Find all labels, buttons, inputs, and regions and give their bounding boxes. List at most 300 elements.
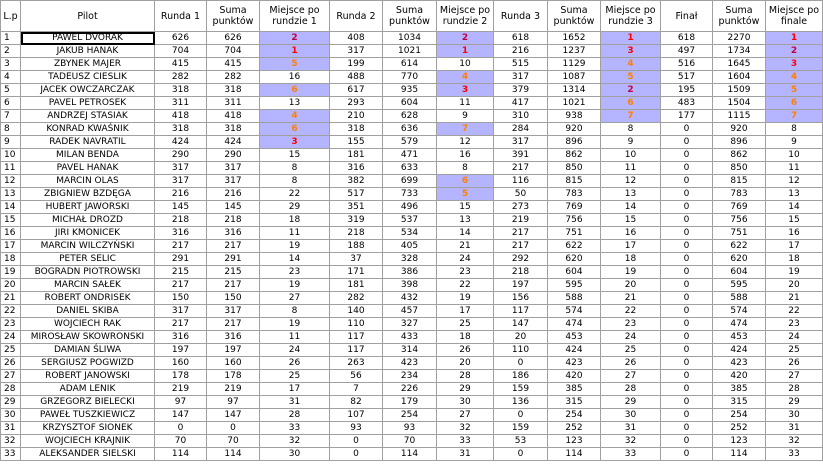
- table-cell[interactable]: 24: [601, 331, 661, 344]
- table-cell[interactable]: 618: [661, 32, 713, 45]
- table-cell[interactable]: 29: [260, 201, 330, 214]
- table-cell[interactable]: 0: [661, 253, 713, 266]
- table-cell[interactable]: 290: [155, 149, 207, 162]
- table-cell[interactable]: 604: [713, 266, 766, 279]
- table-cell[interactable]: 215: [207, 266, 260, 279]
- table-cell[interactable]: 11: [260, 227, 330, 240]
- table-cell[interactable]: 13: [437, 214, 494, 227]
- header-cell[interactable]: Miejsce po rundzie 1: [260, 1, 330, 32]
- table-cell[interactable]: 15: [260, 149, 330, 162]
- table-cell[interactable]: 22: [1, 305, 21, 318]
- table-cell[interactable]: 424: [207, 136, 260, 149]
- table-cell[interactable]: 7: [766, 110, 823, 123]
- table-cell[interactable]: 815: [713, 175, 766, 188]
- table-cell[interactable]: 620: [548, 253, 601, 266]
- table-cell[interactable]: 8: [260, 162, 330, 175]
- table-cell[interactable]: 252: [548, 422, 601, 435]
- table-cell[interactable]: 328: [383, 253, 437, 266]
- table-cell[interactable]: 2270: [713, 32, 766, 45]
- table-cell[interactable]: 7: [437, 123, 494, 136]
- table-cell[interactable]: 0: [661, 214, 713, 227]
- table-cell[interactable]: 6: [766, 97, 823, 110]
- table-cell[interactable]: 423: [713, 357, 766, 370]
- table-cell[interactable]: MARCIN OLAS: [21, 175, 155, 188]
- table-cell[interactable]: 217: [494, 162, 548, 175]
- table-cell[interactable]: 23: [1, 318, 21, 331]
- table-cell[interactable]: 0: [661, 305, 713, 318]
- table-cell[interactable]: 938: [548, 110, 601, 123]
- table-cell[interactable]: 0: [330, 448, 383, 461]
- table-cell[interactable]: 217: [155, 279, 207, 292]
- table-cell[interactable]: 70: [383, 435, 437, 448]
- table-cell[interactable]: 11: [260, 331, 330, 344]
- table-cell[interactable]: 24: [260, 344, 330, 357]
- header-cell[interactable]: Miejsce po finale: [766, 1, 823, 32]
- table-cell[interactable]: 0: [661, 279, 713, 292]
- table-cell[interactable]: 896: [713, 136, 766, 149]
- table-cell[interactable]: 457: [383, 305, 437, 318]
- table-cell[interactable]: 17: [601, 240, 661, 253]
- table-cell[interactable]: 0: [661, 201, 713, 214]
- table-cell[interactable]: 0: [661, 240, 713, 253]
- table-cell[interactable]: 3: [601, 45, 661, 58]
- table-cell[interactable]: 12: [1, 175, 21, 188]
- table-cell[interactable]: 291: [207, 253, 260, 266]
- table-cell[interactable]: 114: [548, 448, 601, 461]
- table-cell[interactable]: 579: [383, 136, 437, 149]
- table-cell[interactable]: 28: [260, 409, 330, 422]
- table-cell[interactable]: 316: [207, 227, 260, 240]
- table-cell[interactable]: 226: [383, 383, 437, 396]
- table-cell[interactable]: 0: [661, 266, 713, 279]
- table-cell[interactable]: KONRAD KWAŚNIK: [21, 123, 155, 136]
- table-cell[interactable]: 316: [155, 227, 207, 240]
- table-cell[interactable]: 22: [437, 279, 494, 292]
- table-cell[interactable]: 20: [437, 357, 494, 370]
- table-cell[interactable]: 181: [330, 279, 383, 292]
- table-cell[interactable]: 181: [330, 149, 383, 162]
- table-cell[interactable]: 385: [548, 383, 601, 396]
- table-cell[interactable]: 18: [437, 331, 494, 344]
- table-cell[interactable]: 4: [437, 71, 494, 84]
- table-cell[interactable]: 33: [766, 448, 823, 461]
- table-cell[interactable]: 28: [1, 383, 21, 396]
- table-cell[interactable]: 515: [494, 58, 548, 71]
- table-cell[interactable]: 150: [207, 292, 260, 305]
- table-cell[interactable]: MARCIN WILCZYŃSKI: [21, 240, 155, 253]
- table-cell[interactable]: 110: [494, 344, 548, 357]
- table-cell[interactable]: 4: [601, 58, 661, 71]
- table-cell[interactable]: 935: [383, 84, 437, 97]
- table-cell[interactable]: 0: [661, 292, 713, 305]
- table-cell[interactable]: 0: [661, 448, 713, 461]
- table-cell[interactable]: MARCIN SAŁEK: [21, 279, 155, 292]
- table-cell[interactable]: JAKUB HANAK: [21, 45, 155, 58]
- table-cell[interactable]: 316: [155, 331, 207, 344]
- table-cell[interactable]: 24: [766, 331, 823, 344]
- table-cell[interactable]: 14: [766, 201, 823, 214]
- table-cell[interactable]: 588: [713, 292, 766, 305]
- table-cell[interactable]: 534: [383, 227, 437, 240]
- table-cell[interactable]: 23: [437, 266, 494, 279]
- table-cell[interactable]: 317: [155, 305, 207, 318]
- table-cell[interactable]: 0: [661, 370, 713, 383]
- table-cell[interactable]: 22: [766, 305, 823, 318]
- table-cell[interactable]: 386: [383, 266, 437, 279]
- table-cell[interactable]: 217: [494, 240, 548, 253]
- table-cell[interactable]: 1: [260, 45, 330, 58]
- table-cell[interactable]: 159: [494, 422, 548, 435]
- table-cell[interactable]: 136: [494, 396, 548, 409]
- table-cell[interactable]: 351: [330, 201, 383, 214]
- table-cell[interactable]: 7: [601, 110, 661, 123]
- table-cell[interactable]: 636: [383, 123, 437, 136]
- table-cell[interactable]: 19: [260, 240, 330, 253]
- table-cell[interactable]: ZBYNEK MAJER: [21, 58, 155, 71]
- table-cell[interactable]: ROBERT ONDRISEK: [21, 292, 155, 305]
- table-cell[interactable]: 20: [766, 279, 823, 292]
- table-cell[interactable]: 186: [494, 370, 548, 383]
- table-cell[interactable]: 1: [766, 32, 823, 45]
- table-cell[interactable]: 0: [661, 136, 713, 149]
- table-cell[interactable]: 19: [601, 266, 661, 279]
- table-cell[interactable]: HUBERT JAWORSKI: [21, 201, 155, 214]
- table-cell[interactable]: 0: [661, 383, 713, 396]
- table-cell[interactable]: 1645: [713, 58, 766, 71]
- table-cell[interactable]: 483: [661, 97, 713, 110]
- table-cell[interactable]: 311: [207, 97, 260, 110]
- table-cell[interactable]: WOJCIECH KRAJNIK: [21, 435, 155, 448]
- table-cell[interactable]: 0: [661, 331, 713, 344]
- table-cell[interactable]: 424: [548, 344, 601, 357]
- table-cell[interactable]: 614: [383, 58, 437, 71]
- table-cell[interactable]: 210: [330, 110, 383, 123]
- table-cell[interactable]: 197: [494, 279, 548, 292]
- table-cell[interactable]: 13: [260, 97, 330, 110]
- table-cell[interactable]: 314: [383, 344, 437, 357]
- table-cell[interactable]: 0: [661, 422, 713, 435]
- table-cell[interactable]: 254: [713, 409, 766, 422]
- table-cell[interactable]: 19: [437, 292, 494, 305]
- table-cell[interactable]: 537: [383, 214, 437, 227]
- table-cell[interactable]: 33: [260, 422, 330, 435]
- table-cell[interactable]: WOJCIECH RAK: [21, 318, 155, 331]
- table-cell[interactable]: 273: [494, 201, 548, 214]
- table-cell[interactable]: 327: [383, 318, 437, 331]
- table-cell[interactable]: 218: [207, 214, 260, 227]
- table-cell[interactable]: 496: [383, 201, 437, 214]
- table-cell[interactable]: 8: [260, 305, 330, 318]
- table-cell[interactable]: 1652: [548, 32, 601, 45]
- table-cell[interactable]: 18: [260, 214, 330, 227]
- table-cell[interactable]: 14: [601, 201, 661, 214]
- table-cell[interactable]: 114: [383, 448, 437, 461]
- table-cell[interactable]: 53: [494, 435, 548, 448]
- table-cell[interactable]: 217: [207, 240, 260, 253]
- table-cell[interactable]: 18: [601, 253, 661, 266]
- table-cell[interactable]: 17: [437, 305, 494, 318]
- table-cell[interactable]: 1237: [548, 45, 601, 58]
- table-cell[interactable]: 5: [437, 188, 494, 201]
- table-cell[interactable]: 751: [713, 227, 766, 240]
- table-cell[interactable]: 0: [661, 149, 713, 162]
- table-cell[interactable]: 24: [1, 331, 21, 344]
- table-cell[interactable]: 110: [330, 318, 383, 331]
- table-cell[interactable]: ROBERT JANOWSKI: [21, 370, 155, 383]
- table-cell[interactable]: 756: [548, 214, 601, 227]
- table-cell[interactable]: PAWEŁ TUSZKIEWICZ: [21, 409, 155, 422]
- table-cell[interactable]: 5: [766, 84, 823, 97]
- table-cell[interactable]: 318: [330, 123, 383, 136]
- table-cell[interactable]: 32: [1, 435, 21, 448]
- table-cell[interactable]: 218: [155, 214, 207, 227]
- table-cell[interactable]: 29: [766, 396, 823, 409]
- table-cell[interactable]: 9: [766, 136, 823, 149]
- table-cell[interactable]: 3: [260, 136, 330, 149]
- table-cell[interactable]: 626: [207, 32, 260, 45]
- table-cell[interactable]: 37: [330, 253, 383, 266]
- table-cell[interactable]: 252: [713, 422, 766, 435]
- table-cell[interactable]: 22: [601, 305, 661, 318]
- table-cell[interactable]: 93: [383, 422, 437, 435]
- table-cell[interactable]: 0: [661, 188, 713, 201]
- table-cell[interactable]: 733: [383, 188, 437, 201]
- table-cell[interactable]: 8: [260, 175, 330, 188]
- table-cell[interactable]: 517: [330, 188, 383, 201]
- table-cell[interactable]: 179: [383, 396, 437, 409]
- table-cell[interactable]: 517: [661, 71, 713, 84]
- table-cell[interactable]: 195: [661, 84, 713, 97]
- table-cell[interactable]: 27: [766, 370, 823, 383]
- table-cell[interactable]: 177: [661, 110, 713, 123]
- table-cell[interactable]: 19: [260, 318, 330, 331]
- table-cell[interactable]: 2: [260, 32, 330, 45]
- table-cell[interactable]: 25: [601, 344, 661, 357]
- table-cell[interactable]: 20: [601, 279, 661, 292]
- table-cell[interactable]: 217: [494, 227, 548, 240]
- table-cell[interactable]: 815: [548, 175, 601, 188]
- table-cell[interactable]: DAMIAN ŚLIWA: [21, 344, 155, 357]
- table-cell[interactable]: 145: [155, 201, 207, 214]
- table-cell[interactable]: 218: [330, 227, 383, 240]
- table-cell[interactable]: 29: [601, 396, 661, 409]
- table-cell[interactable]: PAVEL HANAK: [21, 162, 155, 175]
- header-cell[interactable]: Suma punktów: [548, 1, 601, 32]
- table-cell[interactable]: 379: [494, 84, 548, 97]
- table-cell[interactable]: 282: [330, 292, 383, 305]
- header-cell[interactable]: Suma punktów: [383, 1, 437, 32]
- table-cell[interactable]: 1087: [548, 71, 601, 84]
- table-cell[interactable]: 215: [155, 266, 207, 279]
- table-cell[interactable]: 19: [1, 266, 21, 279]
- table-cell[interactable]: 17: [260, 383, 330, 396]
- table-cell[interactable]: 17: [766, 240, 823, 253]
- table-cell[interactable]: 11: [601, 162, 661, 175]
- table-cell[interactable]: 140: [330, 305, 383, 318]
- table-cell[interactable]: 14: [1, 201, 21, 214]
- table-cell[interactable]: 217: [207, 279, 260, 292]
- table-cell[interactable]: 93: [330, 422, 383, 435]
- header-cell[interactable]: Runda 1: [155, 1, 207, 32]
- table-cell[interactable]: 0: [494, 357, 548, 370]
- table-cell[interactable]: 263: [330, 357, 383, 370]
- table-cell[interactable]: 117: [494, 305, 548, 318]
- table-cell[interactable]: 317: [155, 162, 207, 175]
- table-cell[interactable]: 6: [601, 97, 661, 110]
- table-cell[interactable]: 23: [601, 318, 661, 331]
- table-cell[interactable]: 317: [494, 136, 548, 149]
- table-cell[interactable]: 197: [207, 344, 260, 357]
- table-cell[interactable]: 217: [207, 318, 260, 331]
- table-cell[interactable]: PAVEL PETROSEK: [21, 97, 155, 110]
- table-cell[interactable]: 0: [661, 162, 713, 175]
- table-cell[interactable]: BOGRADN PIOTROWSKI: [21, 266, 155, 279]
- table-cell[interactable]: 920: [548, 123, 601, 136]
- table-cell[interactable]: 27: [437, 409, 494, 422]
- table-cell[interactable]: 420: [548, 370, 601, 383]
- table-cell[interactable]: 432: [383, 292, 437, 305]
- table-cell[interactable]: 1604: [713, 71, 766, 84]
- table-cell[interactable]: 9: [437, 110, 494, 123]
- table-cell[interactable]: 18: [766, 253, 823, 266]
- table-cell[interactable]: 8: [601, 123, 661, 136]
- table-cell[interactable]: 2: [1, 45, 21, 58]
- table-cell[interactable]: 16: [766, 227, 823, 240]
- table-cell[interactable]: 116: [494, 175, 548, 188]
- table-cell[interactable]: 31: [1, 422, 21, 435]
- table-cell[interactable]: 19: [260, 279, 330, 292]
- table-cell[interactable]: 751: [548, 227, 601, 240]
- table-cell[interactable]: MIROSŁAW SKOWRONSKI: [21, 331, 155, 344]
- table-cell[interactable]: 317: [207, 305, 260, 318]
- table-cell[interactable]: 217: [155, 240, 207, 253]
- table-cell[interactable]: 17: [1, 240, 21, 253]
- table-cell[interactable]: 474: [548, 318, 601, 331]
- table-cell[interactable]: 0: [661, 175, 713, 188]
- header-cell[interactable]: L.p: [1, 1, 21, 32]
- table-cell[interactable]: 107: [330, 409, 383, 422]
- table-cell[interactable]: 14: [260, 253, 330, 266]
- table-cell[interactable]: 31: [766, 422, 823, 435]
- table-cell[interactable]: 783: [548, 188, 601, 201]
- table-cell[interactable]: 595: [713, 279, 766, 292]
- table-cell[interactable]: 0: [661, 123, 713, 136]
- table-cell[interactable]: 316: [330, 162, 383, 175]
- table-cell[interactable]: 147: [155, 409, 207, 422]
- table-cell[interactable]: 147: [494, 318, 548, 331]
- table-cell[interactable]: 219: [207, 383, 260, 396]
- table-cell[interactable]: 156: [494, 292, 548, 305]
- table-cell[interactable]: 317: [207, 175, 260, 188]
- table-cell[interactable]: 26: [1, 357, 21, 370]
- table-cell[interactable]: 0: [661, 409, 713, 422]
- header-cell[interactable]: Suma punktów: [713, 1, 766, 32]
- table-cell[interactable]: 618: [494, 32, 548, 45]
- table-cell[interactable]: 28: [766, 383, 823, 396]
- table-cell[interactable]: 862: [548, 149, 601, 162]
- table-cell[interactable]: 10: [601, 149, 661, 162]
- table-cell[interactable]: ALEKSANDER SIELSKI: [21, 448, 155, 461]
- table-cell[interactable]: 25: [766, 344, 823, 357]
- table-cell[interactable]: 9: [601, 136, 661, 149]
- table-cell[interactable]: 28: [601, 383, 661, 396]
- table-cell[interactable]: 1115: [713, 110, 766, 123]
- table-cell[interactable]: 1034: [383, 32, 437, 45]
- table-cell[interactable]: 29: [437, 383, 494, 396]
- table-cell[interactable]: 178: [155, 370, 207, 383]
- table-cell[interactable]: 0: [661, 318, 713, 331]
- table-cell[interactable]: 622: [713, 240, 766, 253]
- table-cell[interactable]: 30: [766, 409, 823, 422]
- table-cell[interactable]: 604: [548, 266, 601, 279]
- table-cell[interactable]: 292: [494, 253, 548, 266]
- table-cell[interactable]: 0: [661, 396, 713, 409]
- table-cell[interactable]: 284: [494, 123, 548, 136]
- table-cell[interactable]: 145: [207, 201, 260, 214]
- table-cell[interactable]: 0: [661, 344, 713, 357]
- table-cell[interactable]: 25: [1, 344, 21, 357]
- table-cell[interactable]: 588: [548, 292, 601, 305]
- table-cell[interactable]: 2: [766, 45, 823, 58]
- table-cell[interactable]: 317: [330, 45, 383, 58]
- table-cell[interactable]: 769: [713, 201, 766, 214]
- table-cell[interactable]: 31: [260, 396, 330, 409]
- table-cell[interactable]: 315: [548, 396, 601, 409]
- table-cell[interactable]: 604: [383, 97, 437, 110]
- table-cell[interactable]: 18: [1, 253, 21, 266]
- table-cell[interactable]: 123: [548, 435, 601, 448]
- table-cell[interactable]: 24: [437, 253, 494, 266]
- table-cell[interactable]: 423: [548, 357, 601, 370]
- table-cell[interactable]: 497: [661, 45, 713, 58]
- table-cell[interactable]: 32: [601, 435, 661, 448]
- table-cell[interactable]: 27: [1, 370, 21, 383]
- table-cell[interactable]: 26: [601, 357, 661, 370]
- table-cell[interactable]: 32: [766, 435, 823, 448]
- table-cell[interactable]: 318: [207, 123, 260, 136]
- table-cell[interactable]: 896: [548, 136, 601, 149]
- table-cell[interactable]: 33: [601, 448, 661, 461]
- table-cell[interactable]: 216: [207, 188, 260, 201]
- table-cell[interactable]: TADEUSZ CIESLIK: [21, 71, 155, 84]
- table-cell[interactable]: 1: [437, 45, 494, 58]
- table-cell[interactable]: 30: [437, 396, 494, 409]
- table-cell[interactable]: 147: [207, 409, 260, 422]
- table-cell[interactable]: 28: [437, 370, 494, 383]
- table-cell[interactable]: 160: [155, 357, 207, 370]
- table-cell[interactable]: 7: [330, 383, 383, 396]
- table-cell[interactable]: 6: [1, 97, 21, 110]
- table-cell[interactable]: 318: [155, 84, 207, 97]
- table-cell[interactable]: 574: [713, 305, 766, 318]
- table-cell[interactable]: 33: [437, 435, 494, 448]
- table-cell[interactable]: 14: [437, 227, 494, 240]
- table-cell[interactable]: 15: [437, 201, 494, 214]
- table-cell[interactable]: 1314: [548, 84, 601, 97]
- table-cell[interactable]: 420: [713, 370, 766, 383]
- table-cell[interactable]: 317: [494, 71, 548, 84]
- table-cell[interactable]: 13: [1, 188, 21, 201]
- table-cell[interactable]: 4: [1, 71, 21, 84]
- table-cell[interactable]: 408: [330, 32, 383, 45]
- table-cell[interactable]: 117: [330, 344, 383, 357]
- table-cell[interactable]: 453: [713, 331, 766, 344]
- table-cell[interactable]: 319: [330, 214, 383, 227]
- table-cell[interactable]: ZBIGNIEW BZDĘGA: [21, 188, 155, 201]
- table-cell[interactable]: 318: [155, 123, 207, 136]
- table-cell[interactable]: 234: [383, 370, 437, 383]
- table-cell[interactable]: 756: [713, 214, 766, 227]
